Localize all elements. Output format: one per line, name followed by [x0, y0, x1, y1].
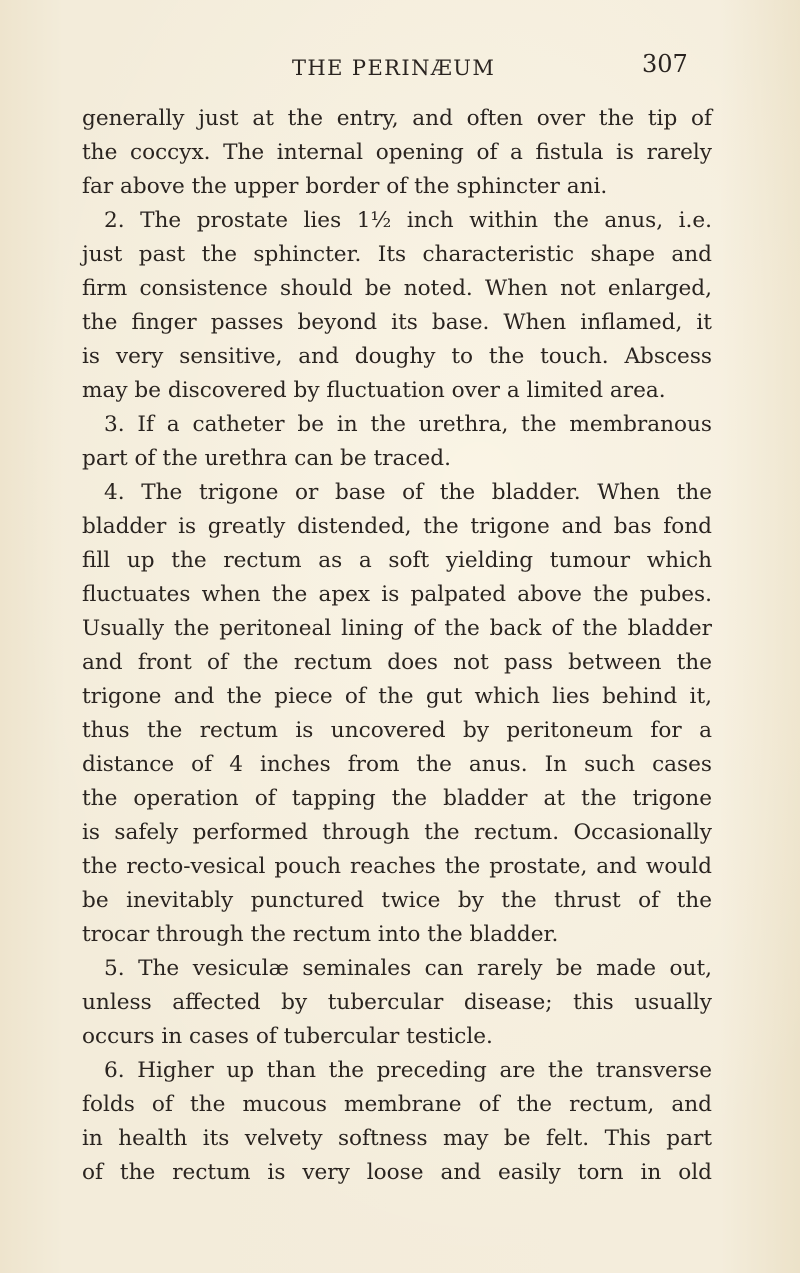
- text-line: is safely performed through the rectum. Occasionally: [82, 820, 712, 845]
- text-line: 5. The vesiculæ seminales can rarely be made out,: [104, 956, 712, 981]
- text-line: be inevitably punctured twice by the thrust of the: [82, 888, 712, 913]
- text-line: generally just at the entry, and often over the tip of: [82, 106, 712, 131]
- text-line: trocar through the rectum into the bladder.: [82, 922, 559, 947]
- text-line: and front of the rectum does not pass between the: [82, 650, 712, 675]
- text-line: fill up the rectum as a soft yielding tumour which: [82, 548, 712, 573]
- text-line: fluctuates when the apex is palpated above the pubes.: [82, 582, 712, 607]
- text-line: trigone and the piece of the gut which lies behind it,: [82, 684, 712, 709]
- text-line: far above the upper border of the sphincter ani.: [82, 174, 608, 199]
- text-line: the coccyx. The internal opening of a fistula is rarely: [82, 140, 712, 165]
- text-line: occurs in cases of tubercular testicle.: [82, 1024, 493, 1049]
- text-line: bladder is greatly distended, the trigone and bas fond: [82, 514, 712, 539]
- running-head: [0, 46, 800, 86]
- text-line: 3. If a catheter be in the urethra, the membranous: [104, 412, 712, 437]
- text-line: just past the sphincter. Its characteristic shape and: [82, 242, 712, 267]
- text-line: folds of the mucous membrane of the rectum, and: [82, 1092, 712, 1117]
- text-line: distance of 4 inches from the anus. In such cases: [82, 752, 712, 777]
- text-line: 4. The trigone or base of the bladder. When the: [104, 480, 712, 505]
- text-line: the operation of tapping the bladder at the trigone: [82, 786, 712, 811]
- text-line: in health its velvety softness may be felt. This part: [82, 1126, 712, 1151]
- text-line: firm consistence should be noted. When not enlarged,: [82, 276, 712, 301]
- body-text: [82, 102, 712, 1190]
- text-line: 6. Higher up than the preceding are the transverse: [104, 1058, 712, 1083]
- text-line: the finger passes beyond its base. When inflamed, it: [82, 310, 712, 335]
- text-line: of the rectum is very loose and easily torn in old: [82, 1160, 712, 1185]
- page-title: THE PERINÆUM: [292, 56, 496, 80]
- text-line: Usually the peritoneal lining of the back of the bladder: [82, 616, 712, 641]
- text-line: thus the rectum is uncovered by peritoneum for a: [82, 718, 712, 743]
- page-number: 307: [642, 50, 688, 78]
- text-line: the recto-vesical pouch reaches the prostate, and would: [82, 854, 712, 879]
- text-line: unless affected by tubercular disease; this usually: [82, 990, 712, 1015]
- text-line: is very sensitive, and doughy to the touch. Abscess: [82, 344, 712, 369]
- text-line: part of the urethra can be traced.: [82, 446, 451, 471]
- text-line: 2. The prostate lies 1½ inch within the anus, i.e.: [104, 208, 712, 233]
- text-line: may be discovered by fluctuation over a limited area.: [82, 378, 666, 403]
